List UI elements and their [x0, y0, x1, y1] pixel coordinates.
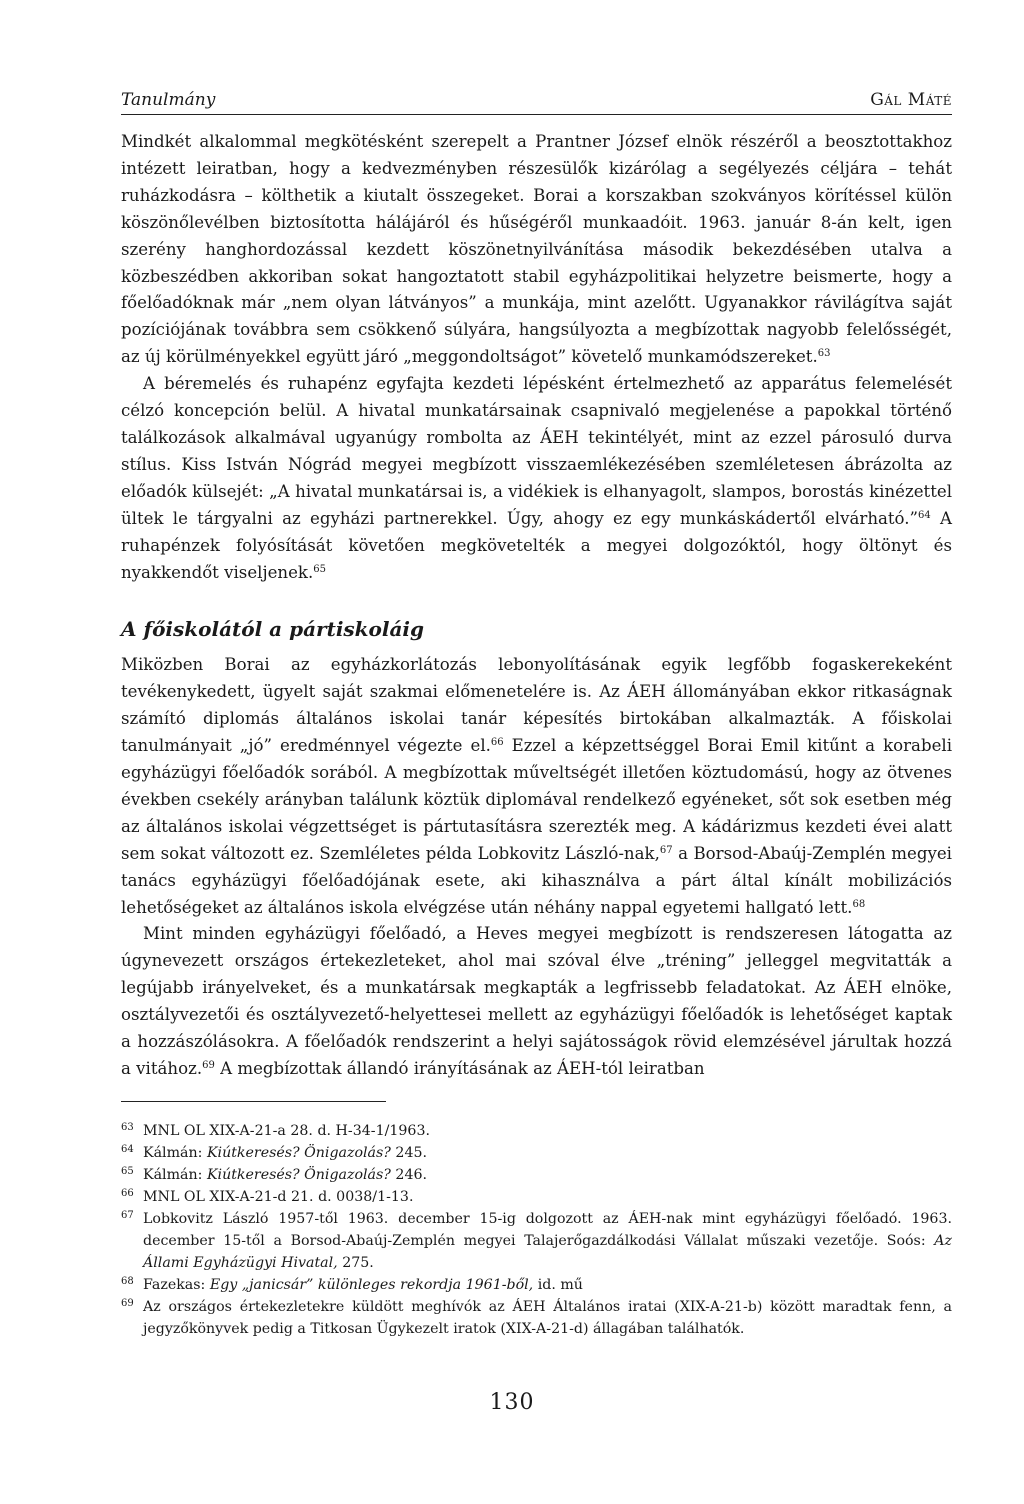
footnote-text	[143, 1164, 952, 1186]
footnote-63	[121, 1120, 952, 1142]
footnote-ref[interactable]: 68	[852, 898, 866, 910]
page-number: 130	[489, 1390, 535, 1415]
footnote-ref[interactable]: 66	[490, 737, 504, 749]
paragraph	[121, 371, 952, 586]
footnote-number: 63	[121, 1121, 134, 1133]
footnote-67	[121, 1208, 952, 1274]
paragraph-text: A ruhapénzek folyósítását követően megkövetelték a megyei dolgozóktól, hogy öltönyt és nyakkendőt viseljenek.	[121, 508, 953, 582]
paragraph-text: A béremelés és ruhapénz egyfajta kezdeti lépésként értelmezhető az apparátus felemelését célzó koncepción belül. A hivatal munkatársainak csapnivaló megjelenése a papokkal történő találkozások alkalmával ugyanúgy rombolta az ÁEH tekintélyét, mint az ezzel párosuló durva stílus. Kiss István Nógrád megyei megbízott visszaemlékezésében szemléletesen ábrázolta az előadók külsejét: „A hivatal munkatársai is, a vidékiek is elhanyagolt, slampos, borostás kinézettel ültek le tárgyalni az egyházi partnerekkel. Úgy, ahogy ez egy munkáskádertől elvárható.”	[121, 374, 952, 528]
footnote-title: Egy „janicsár” különleges rekordja 1961-ből,	[209, 1276, 534, 1293]
footnote-text: MNL OL XIX-A-21-d 21. d. 0038/1-13.	[143, 1188, 414, 1205]
paragraph-text: a Borsod-Abaúj-Zemplén megyei tanács egyházügyi főelőadójának esete, aki kihasználva a párt által kínált mobilizációs lehetőségeket az általános iskola elvégzése után néhány nappal egyetemi hallgató lett.	[121, 843, 952, 917]
footnote-text	[143, 1142, 952, 1164]
running-head	[121, 90, 952, 115]
paragraph-text: Ezzel a képzettséggel Borai Emil kitűnt a korabeli egyházügyi főelőadók sorából. A megbízottak műveltségét illetően köztudomású, hogy az ötvenes években csekély arányban találunk köztük diplomával rendelkező egyéneket, sőt sok esetben még az általános iskolai végzettséget is pártutasításra szerezték meg. A kádárizmus kezdeti évei alatt sem sokat változott ez. Szemléletes példa Lobkovitz László-nak,	[121, 736, 953, 863]
paragraph	[121, 129, 952, 371]
footnote-title: Az Állami Egyházügyi Hivatal,	[143, 1232, 952, 1271]
section-heading: A főiskolától a pártiskoláig	[121, 617, 425, 642]
footnote-65	[121, 1164, 952, 1186]
body-text	[121, 129, 952, 1083]
footnote-number: 66	[121, 1187, 134, 1199]
footnote-title: Kiútkeresés? Önigazolás?	[206, 1166, 391, 1183]
footnote-ref[interactable]: 69	[202, 1060, 215, 1071]
footnote-text: Az országos értekezletekre küldött meghívók az ÁEH Általános iratai (XIX-A-21-b) között maradtak fenn, a jegyzőkönyvek pedig a Titkosan Ügykezelt iratok (XIX-A-21-d) állagában találhatók.	[143, 1298, 952, 1337]
footnote-author: Fazekas:	[143, 1276, 210, 1293]
footnote-body: Lobkovitz László 1957-től 1963. december 15-ig dolgozott az ÁEH-nak mint egyházügyi főelőadó. 1963. december 15-től a Borsod-Abaúj-Zemplén megyei Talajerőgazdálkodási Vállalat műszaki vezetője. Soós:	[143, 1210, 952, 1249]
footnote-divider	[121, 1101, 386, 1102]
footnote-title: Kiútkeresés? Önigazolás?	[206, 1144, 391, 1161]
running-head-author: Gál Máté	[870, 90, 952, 110]
paragraph-text: A megbízottak állandó irányításának az ÁEH-tól leiratban	[214, 1059, 705, 1078]
footnote-author: Kálmán:	[143, 1166, 207, 1183]
footnote-text	[143, 1274, 952, 1296]
footnote-page: id. mű	[533, 1276, 583, 1293]
footnote-number: 68	[121, 1275, 134, 1287]
footnote-69	[121, 1296, 952, 1340]
footnote-number: 67	[121, 1209, 134, 1221]
footnote-text	[143, 1208, 952, 1274]
footnote-ref[interactable]: 64	[918, 509, 931, 521]
paragraph	[121, 921, 952, 1082]
footnote-page: 246.	[390, 1166, 428, 1183]
footnote-number: 69	[121, 1297, 134, 1309]
page	[121, 90, 952, 1340]
paragraph-text: Mint minden egyházügyi főelőadó, a Heves megyei megbízott is rendszeresen látogatta az úgynevezett országos értekezleteket, ahol mai szóval élve „tréning” jelleggel megvitatták a legújabb irányelveket, és a munkatársak megkapták a legfrissebb feladatokat. Az ÁEH elnöke, osztályvezetői és osztályvezető-helyettesei mellett az egyházügyi főelőadók is lehetőséget kaptak a hozzászólásokra. A főelőadók rendszerint a helyi sajátosságok rövid elemzésével járultak hozzá a vitához.	[121, 924, 952, 1078]
footnote-number: 64	[121, 1143, 134, 1155]
footnotes	[121, 1120, 952, 1340]
footnote-number: 65	[121, 1165, 134, 1177]
running-head-section: Tanulmány	[121, 90, 216, 110]
footnote-author: Kálmán:	[143, 1144, 207, 1161]
footnote-text: MNL OL XIX-A-21-a 28. d. H-34-1/1963.	[143, 1122, 430, 1139]
footnote-page: 245.	[390, 1144, 428, 1161]
footnote-ref[interactable]: 67	[659, 844, 673, 856]
footnote-page: 275.	[337, 1254, 374, 1271]
footnote-68	[121, 1274, 952, 1296]
footnote-66	[121, 1186, 952, 1208]
paragraph-text: Mindkét alkalommal megkötésként szerepelt a Prantner József elnök részéről a beosztottakhoz intézett leiratban, hogy a kedvezményben részesülők kizárólag a segélyezés céljára – tehát ruházkodásra – költhetik a kiutalt összegeket. Borai a korszakban szokványos körítéssel külön köszönőlevélben biztosította hálájáról és hűségéről munkaadóit. 1963. január 8-án kelt, igen szerény hanghordozással kezdett köszönetnyilvánítása második bekezdésében utalva a közbeszédben akkoriban sokat hangoztatott stabil egyházpolitikai helyzetre beismerte, hogy a főelőadóknak már „nem olyan látványos” a munkája, mint azelőtt. Ugyanakkor rávilágítva saját pozíciójának továbbra sem csökkenő súlyára, hangsúlyozta a megbízottak nagyobb felelősségét, az új körülményekkel együtt járó „meggondoltságot” követelő munkamódszereket.	[121, 132, 952, 367]
paragraph	[121, 652, 952, 921]
footnote-64	[121, 1142, 952, 1164]
paragraph-text: Miközben Borai az egyházkorlátozás lebonyolításának egyik legfőbb fogaskerekeként tevékenykedett, ügyelt saját szakmai előmenetelére is. Az ÁEH állományában ekkor ritkaságnak számító diplomás általános iskolai tanár képesítés birtokában alkalmazták. A főiskolai tanulmányait „jó” eredménnyel végezte el.	[121, 655, 952, 756]
footnote-ref[interactable]: 65	[313, 563, 326, 575]
footnote-ref[interactable]: 63	[817, 348, 831, 360]
